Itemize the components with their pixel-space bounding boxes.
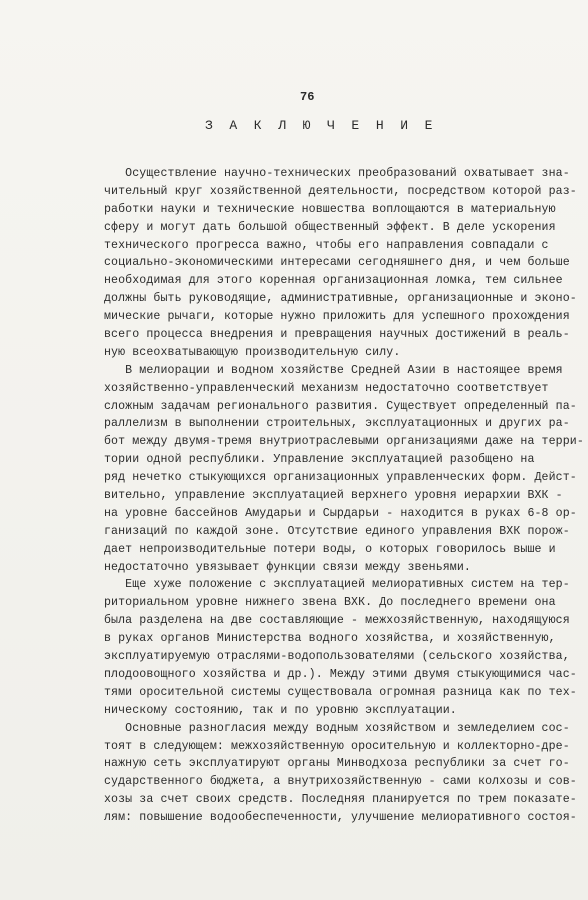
text-line: ряд нечетко стыкующихся организационных управленческих форм. Дейст- — [104, 471, 577, 485]
text-line: тории одной республики. Управление эксплуатацией разобщено на — [104, 453, 535, 467]
text-line: В мелиорации и водном хозяйстве Средней Азии в настоящее время — [104, 363, 563, 377]
text-line: необходимая для этого коренная организационная ломка, тем сильнее — [104, 274, 563, 288]
text-line: была разделена на две составляющие - межхозяйственную, находящуюся — [104, 614, 570, 628]
text-line: дает непроизводительные потери воды, о которых говорилось выше и — [104, 542, 556, 556]
text-line: работки науки и технические новшества воплощаются в материальную — [104, 202, 556, 216]
text-line: плодоовощного хозяйства и др.). Между этими двумя стыкующимися час- — [104, 667, 577, 681]
text-line: нажную сеть эксплуатируют органы Минводхоза республики за счет го- — [104, 757, 570, 771]
text-line: сложным задачам регионального развития. Существует определенный па- — [104, 399, 577, 413]
text-line: хозяйственно-управленческий механизм недостаточно соответствует — [104, 381, 549, 395]
text-line: на уровне бассейнов Амударьи и Сырдарьи - находится в руках 6-8 ор- — [104, 506, 577, 520]
text-line: бот между двумя-тремя внутриотраслевыми организациями даже на терри- — [104, 435, 584, 449]
text-line: лям: повышение водообеспеченности, улучшение мелиоративного состоя- — [104, 811, 577, 825]
text-line: риториальном уровне нижнего звена ВХК. До последнего времени она — [104, 596, 556, 610]
page-number: 76 — [300, 90, 315, 104]
text-line: мические рычаги, которые нужно приложить для успешного прохождения — [104, 310, 570, 324]
text-line: эксплуатируемую отраслями-водопользователями (сельского хозяйства, — [104, 650, 570, 664]
text-line: чительный круг хозяйственной деятельности, посредством которой раз- — [104, 184, 577, 198]
text-line: сударственного бюджета, а внутрихозяйственную - сами колхозы и сов- — [104, 775, 577, 789]
text-line: социально-экономическими интересами сегодняшнего дня, и чем больше — [104, 256, 570, 270]
text-line: недостаточно увязывает функции связи между звеньями. — [104, 560, 471, 574]
text-line: Еще хуже положение с эксплуатацией мелиоративных систем на тер- — [104, 578, 570, 592]
text-line: хозы за счет своих средств. Последняя планируется по трем показате- — [104, 793, 577, 807]
text-line: сферу и могут дать большой общественный эффект. В деле ускорения — [104, 220, 556, 234]
text-line: ную всеохватывающую производительную силу. — [104, 345, 401, 359]
body-text — [104, 165, 584, 827]
section-title: З А К Л Ю Ч Е Н И Е — [205, 118, 437, 133]
text-line: тями оросительной системы существовала огромная разница как по тех- — [104, 685, 577, 699]
text-line: Основные разногласия между водным хозяйством и земледелием сос- — [104, 721, 570, 735]
text-line: Осуществление научно-технических преобразований охватывает зна- — [104, 167, 570, 180]
text-line: должны быть руководящие, административные, организационные и эконо- — [104, 292, 577, 306]
text-line: всего процесса внедрения и превращения научных достижений в реаль- — [104, 328, 570, 342]
text-line: тоят в следующем: межхозяйственную оросительную и коллекторно-дре- — [104, 739, 570, 753]
text-line: ническому состоянию, так и по уровню эксплуатации. — [104, 703, 457, 717]
text-line: раллелизм в выполнении строительных, эксплуатационных и других ра- — [104, 417, 570, 431]
text-line: ганизаций по каждой зоне. Отсутствие единого управления ВХК порож- — [104, 524, 570, 538]
text-line: вительно, управление эксплуатацией верхнего уровня иерархии ВХК - — [104, 489, 563, 503]
text-line: технического прогресса важно, чтобы его направления совпадали с — [104, 238, 549, 252]
text-line: в руках органов Министерства водного хозяйства, и хозяйственную, — [104, 632, 556, 646]
